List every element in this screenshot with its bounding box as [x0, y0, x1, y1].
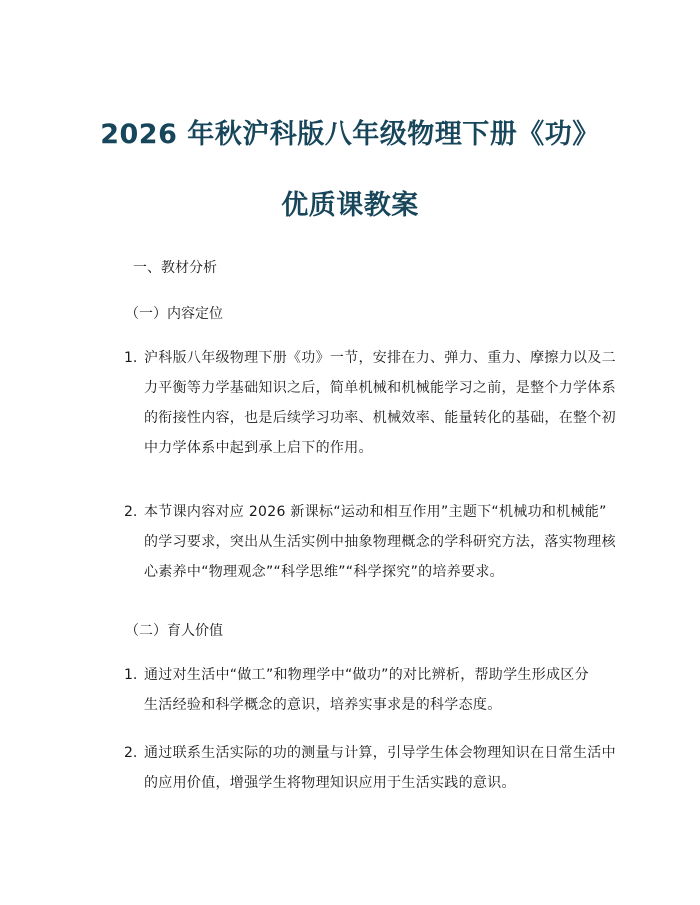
subsection-heading-content-positioning: （一）内容定位 [125, 306, 223, 322]
document-title-line-1: 2026 年秋沪科版八年级物理下册《功》 [100, 119, 600, 150]
list-item-text [144, 343, 616, 463]
text-line: 的衔接性内容，也是后续学习功率、机械效率、能量转化的基础，在整个初 [144, 410, 616, 426]
text-line: 力平衡等力学基础知识之后，简单机械和机械能学习之前，是整个力学体系 [144, 380, 616, 396]
text-line: 的学习要求，突出从生活实例中抽象物理概念的学科研究方法，落实物理核 [144, 534, 616, 550]
text-line: 的应用价值，增强学生将物理知识应用于生活实践的意识。 [144, 775, 516, 791]
text-line: 本节课内容对应 2026 新课标“运动和相互作用”主题下“机械功和机械能” [144, 504, 607, 520]
text-line: 生活经验和科学概念的意识，培养实事求是的科学态度。 [144, 697, 502, 713]
text-line: 中力学体系中起到承上启下的作用。 [144, 440, 373, 456]
document-title-line-2: 优质课教案 [281, 190, 419, 221]
list-item-number: 2. [124, 745, 138, 761]
list-item-number: 1. [124, 667, 138, 683]
text-line: 通过联系生活实际的功的测量与计算，引导学生体会物理知识在日常生活中 [144, 745, 616, 761]
text-line: 通过对生活中“做工”和物理学中“做功”的对比辨析，帮助学生形成区分 [144, 667, 589, 683]
subsection-heading-educational-value: （二）育人价值 [125, 623, 223, 639]
text-line: 心素养中“物理观念”“科学思维”“科学探究”的培养要求。 [144, 564, 504, 580]
list-item-text [144, 497, 616, 587]
list-item-number: 1. [124, 350, 138, 366]
section-heading-textbook-analysis: 一、教材分析 [133, 260, 217, 276]
text-line: 沪科版八年级物理下册《功》一节，安排在力、弹力、重力、摩擦力以及二 [144, 350, 616, 366]
list-item-number: 2. [124, 504, 138, 520]
list-item-text [144, 660, 606, 720]
list-item-text [144, 738, 616, 798]
